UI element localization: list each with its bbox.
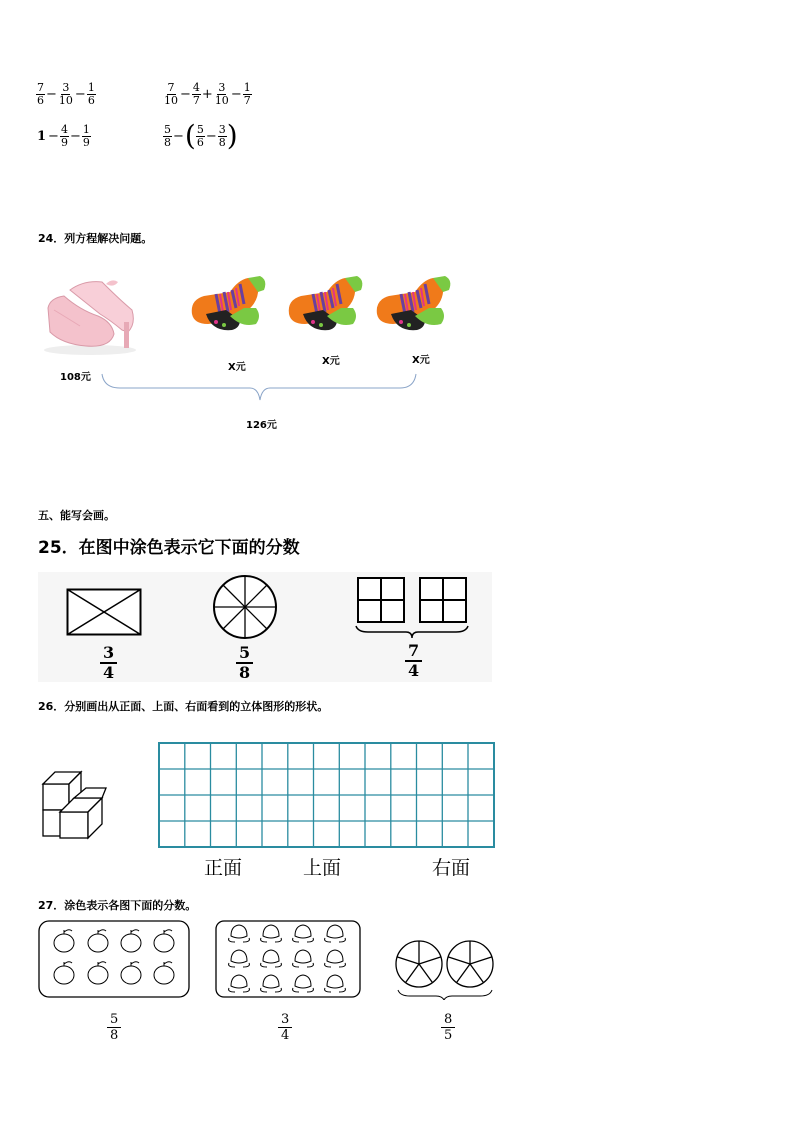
q24-title: 24．列方程解决问题。 [38, 232, 153, 245]
drawing-grid[interactable] [158, 742, 495, 848]
expression-1 [36, 82, 96, 107]
expression-3 [36, 124, 91, 149]
right-view-label: 右面 [432, 857, 471, 879]
expression-4 [163, 119, 238, 152]
fraction: $\frac{1}{7}$ [243, 81, 251, 107]
fraction: $\frac{3}{10}$ [214, 81, 229, 107]
section-title: 五、能写会画。 [38, 509, 115, 522]
fraction: $\frac{1}{6}$ [87, 81, 95, 107]
peaches-box[interactable] [215, 920, 361, 998]
striped-socks-image [186, 270, 270, 332]
operator: − [46, 87, 57, 102]
operator: + [201, 87, 213, 102]
operator: − [69, 129, 81, 144]
expression-2 [163, 82, 252, 107]
whole-number: 1 [37, 129, 47, 144]
left-paren: ( [184, 119, 196, 152]
fraction-8-5: 8 5 [441, 1012, 455, 1043]
fraction-7-4: 7 4 [405, 642, 422, 680]
top-view-label: 上面 [303, 857, 342, 879]
fraction: $\frac{7}{6}$ [37, 81, 44, 107]
two-squares-quartered[interactable] [354, 576, 470, 640]
fraction: $\frac{4}{9}$ [60, 123, 68, 149]
rectangle-with-diagonals[interactable] [66, 588, 142, 636]
fraction-5-8: 5 8 [107, 1012, 121, 1043]
fraction-3-4: 3 4 [278, 1012, 292, 1043]
sock-price-label: X元 [322, 356, 340, 367]
total-price-label: 126元 [246, 420, 277, 431]
fraction: $\frac{1}{9}$ [82, 123, 90, 149]
sock-price-label: X元 [228, 362, 246, 373]
operator: − [48, 129, 59, 144]
fraction-3-4: 3 4 [100, 644, 117, 682]
operator: − [173, 128, 184, 144]
right-paren: ) [226, 119, 238, 152]
shoes-price-label: 108元 [60, 372, 91, 383]
striped-socks-image [371, 270, 455, 332]
operator: − [180, 87, 191, 102]
cube-stack-figure [40, 768, 112, 842]
operator: − [230, 87, 242, 102]
q27-title: 27．涂色表示各图下面的分数。 [38, 899, 197, 912]
operator: − [205, 128, 217, 144]
fraction: $\frac{5}{8}$ [164, 122, 171, 149]
fraction: $\frac{3}{10}$ [58, 81, 73, 107]
two-circles-five-parts[interactable] [392, 938, 496, 1000]
front-view-label: 正面 [204, 857, 243, 879]
striped-socks-image [283, 270, 367, 332]
apples-box[interactable] [38, 920, 190, 998]
fraction: $\frac{3}{8}$ [218, 122, 226, 149]
total-brace [100, 372, 420, 416]
fraction: $\frac{4}{7}$ [192, 81, 200, 107]
q26-title: 26．分别画出从正面、上面、右面看到的立体图形的形状。 [38, 700, 329, 713]
fraction: $\frac{7}{10}$ [164, 81, 178, 107]
operator: − [74, 87, 86, 102]
high-heel-shoes-image [40, 270, 140, 360]
circle-eight-parts[interactable] [212, 574, 278, 640]
sock-price-label: X元 [412, 355, 430, 366]
fraction-5-8: 5 8 [236, 644, 253, 682]
q25-title: 25．在图中涂色表示它下面的分数 [38, 538, 300, 558]
fraction: $\frac{5}{6}$ [196, 122, 204, 149]
